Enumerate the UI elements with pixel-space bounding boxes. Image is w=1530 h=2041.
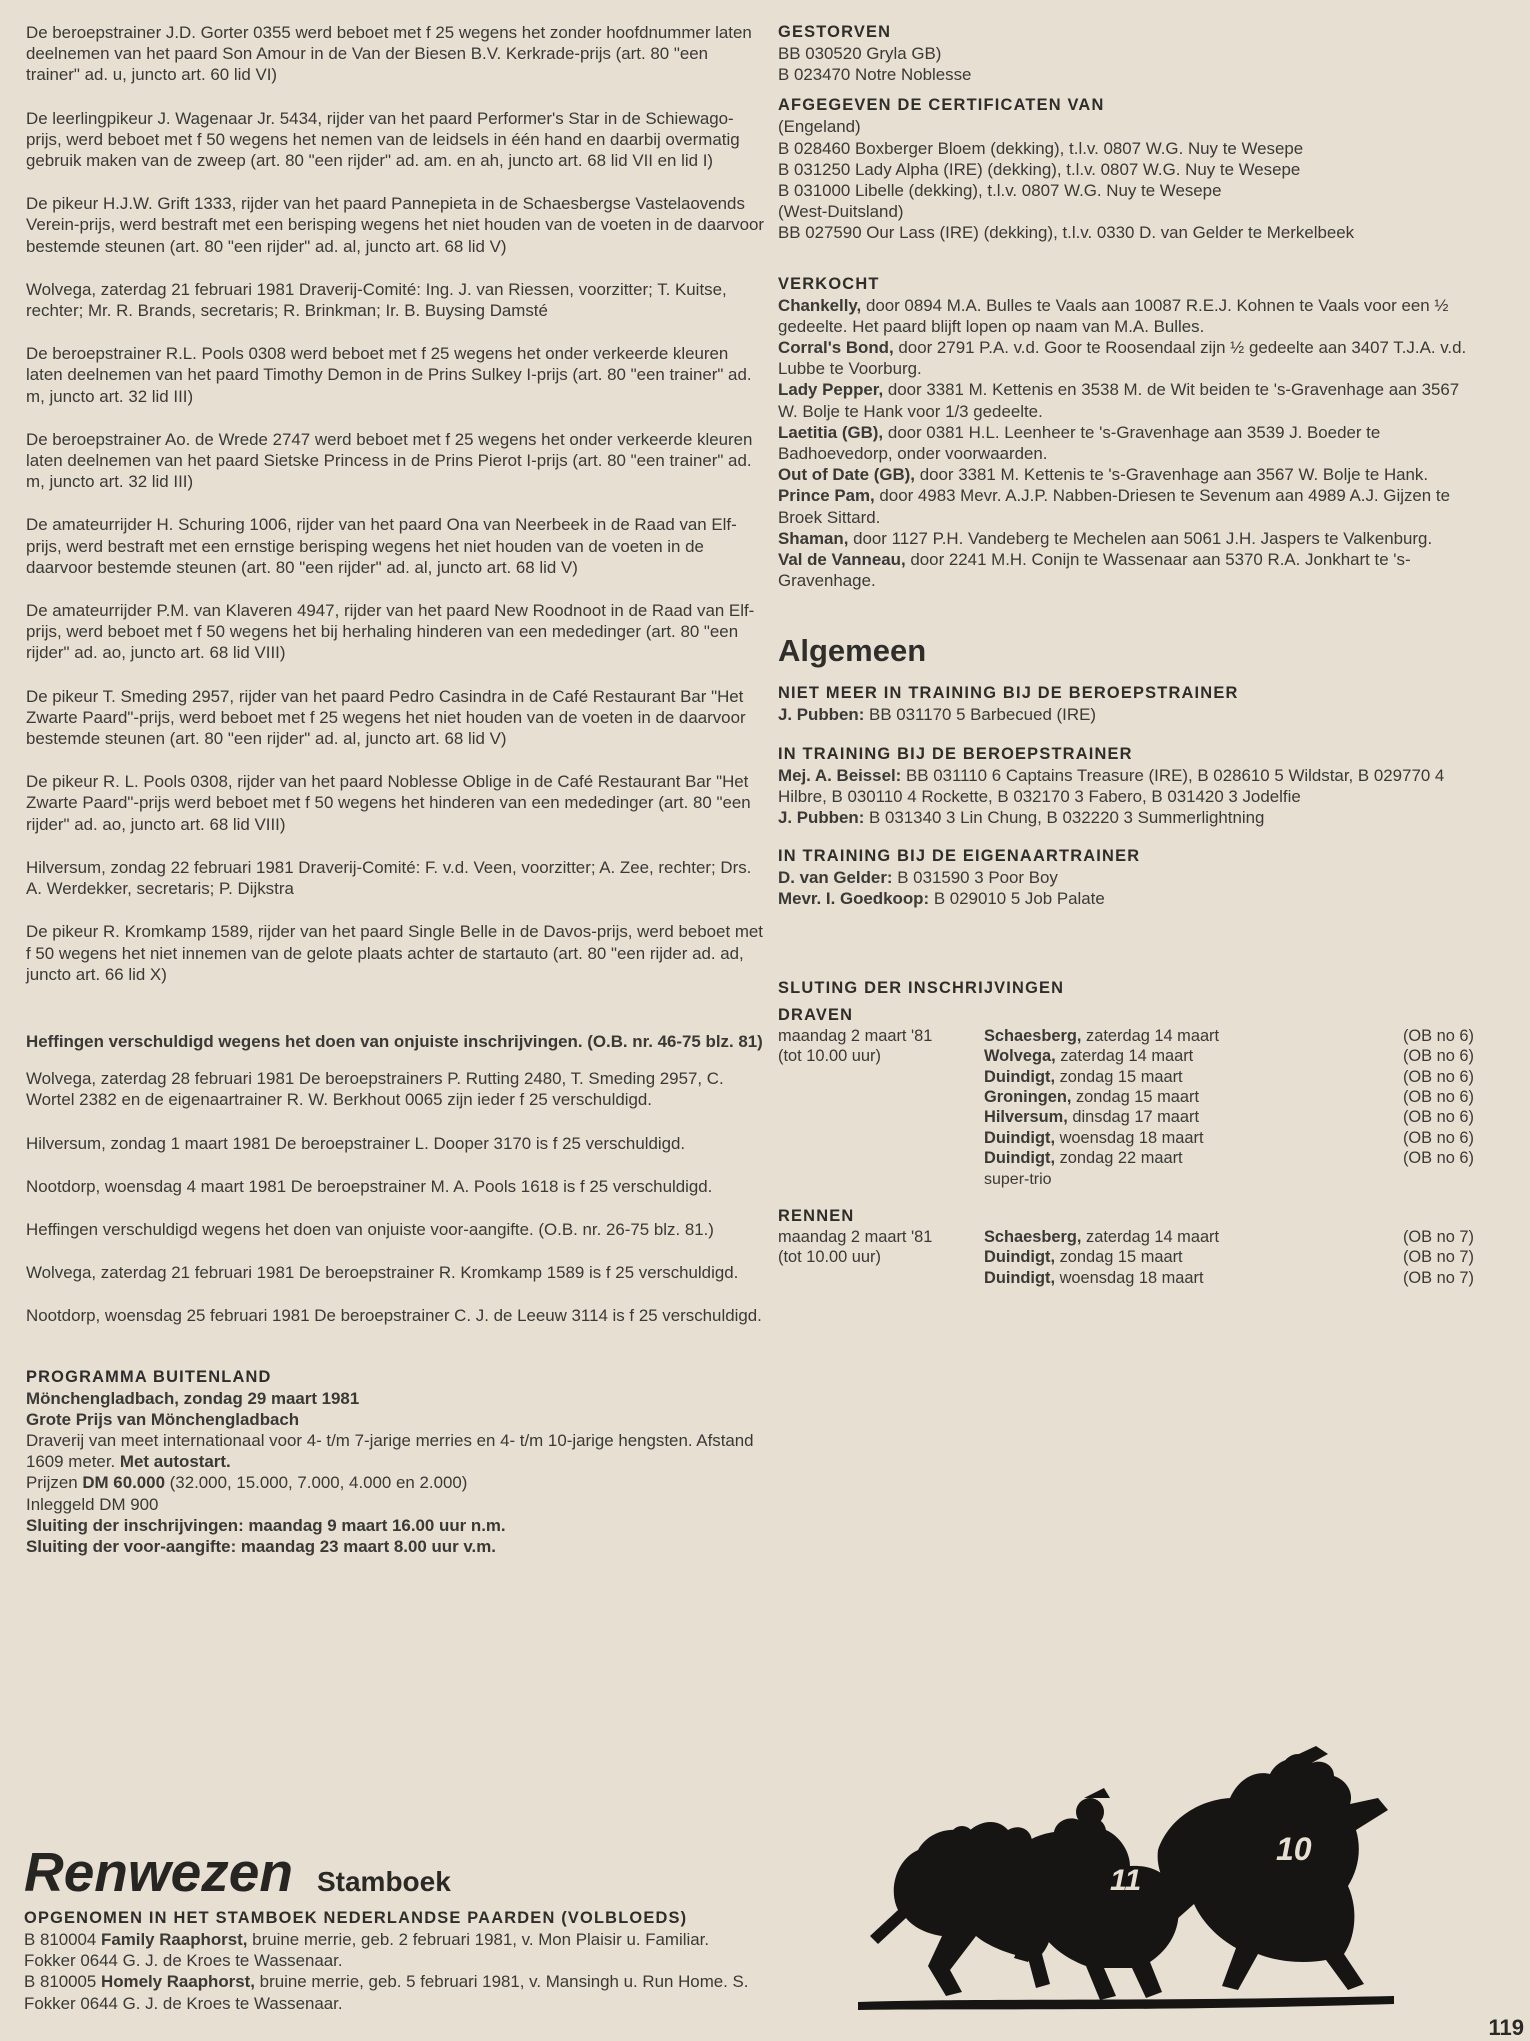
renwezen-title: Renwezen [24, 1841, 293, 1903]
horse-number-text: 10 [1276, 1831, 1312, 1867]
verkocht-item: Lady Pepper, door 3381 M. Kettenis en 3538 M. de Wit beiden te 's-Gravenhage aan 3567 W. Bolje te Hank voor 1/3 gedeelte. [778, 380, 1460, 421]
renwezen-section [24, 1842, 764, 2014]
schedule-meeting [984, 1148, 1272, 1168]
programma-sluiting-voor-aangifte: Sluiting der voor-aangifte: maandag 23 maart 8.00 uur v.m. [26, 1536, 496, 1556]
stamboek-entry: B 810004 Family Raaphorst, bruine merrie, geb. 2 februari 1981, v. Mon Plaisir u. Familiar. Fokker 0644 G. J. de Kroes te Wassenaar. [24, 1930, 710, 1971]
schedule-meeting [984, 1107, 1272, 1127]
paragraph: Wolvega, zaterdag 21 februari 1981 Draverij-Comité: Ing. J. van Riessen, voorzitter; T. Kuitse, rechter; Mr. R. Brands, secretaris; R. Brinkman; Ir. B. Buysing Damsté [26, 279, 727, 321]
heffingen-voor-aangifte-title: Heffingen verschuldigd wegens het doen van onjuiste voor-aangifte. (O.B. nr. 26-75 blz. 81.) [26, 1219, 714, 1239]
paragraph: De leerlingpikeur J. Wagenaar Jr. 5434, rijder van het paard Performer's Star in de Schiewago-prijs, werd beboet met f 50 wegens het nemen van de leidsels in één hand en daarbij overmatig gebruik maken van de zweep (art. 80 "een rijder" ad. am. en ah, juncto art. 68 lid VII en lid I) [26, 108, 740, 171]
in-training-item: Mej. A. Beissel: BB 031110 6 Captains Treasure (IRE), B 028610 5 Wildstar, B 029770 4 Hilbre, B 030110 4 Rockette, B 032170 3 Fabero, B 031420 3 Jodelfie [778, 765, 1445, 806]
paragraph: Wolvega, zaterdag 28 februari 1981 De beroepstrainers P. Rutting 2480, T. Smeding 2957, C. Wortel 2382 en de eigenaartrainer R. W. Berkhout 0065 zijn ieder f 25 verschuldigd. [26, 1069, 724, 1110]
paragraph: De beroepstrainer R.L. Pools 0308 werd beboet met f 25 wegens het onder verkeerde kleuren laten deelnemen van het paard Timothy Demon in de Prins Sulkey I-prijs (art. 80 "een trainer" ad. m, juncto art. 32 lid III) [26, 344, 752, 406]
schedule-ob-ref: (OB no 7) [1402, 1227, 1474, 1246]
eigenaartrainer-item: D. van Gelder: B 031590 3 Poor Boy [778, 868, 1058, 888]
schedule-date: dinsdag 17 maart [1072, 1108, 1200, 1127]
verkocht-item: Laetitia (GB), door 0381 H.L. Leenheer te 's-Gravenhage aan 3539 J. Boeder te Badhoevedorp, onder voorwaarden. [778, 422, 1381, 464]
afgegeven-title: AFGEGEVEN DE CERTIFICATEN VAN [778, 96, 1105, 115]
afgegeven-item: (West-Duitsland) [778, 202, 904, 222]
paragraph: Hilversum, zondag 1 maart 1981 De beroepstrainer L. Dooper 3170 is f 25 verschuldigd. [26, 1133, 686, 1153]
schedule-date: zondag 15 maart [1059, 1067, 1183, 1086]
afgegeven-item: B 031250 Lady Alpha (IRE) (dekking), t.l.v. 0807 W.G. Nuy te Wesepe [778, 159, 1301, 179]
verkocht-item: Val de Vanneau, door 2241 M.H. Conijn te Wassenaar aan 5370 R.A. Jonkhart te 's-Gravenhage. [778, 550, 1411, 591]
renwezen-subtitle: Stamboek [316, 1866, 451, 1897]
gestorven-item: B 023470 Notre Noblesse [778, 65, 972, 85]
draven-title: DRAVEN [778, 1005, 854, 1024]
in-training-title: IN TRAINING BIJ DE BEROEPSTRAINER [778, 744, 1133, 763]
eigenaartrainer-item: Mevr. I. Goedkoop: B 029010 5 Job Palate [778, 889, 1105, 909]
niet-meer-in-training-item: J. Pubben: BB 031170 5 Barbecued (IRE) [778, 705, 1096, 725]
schedule-date: zondag 15 maart [1059, 1248, 1183, 1267]
programma-inleggeld: Inleggeld DM 900 [26, 1494, 159, 1514]
in-training-item: J. Pubben: B 031340 3 Lin Chung, B 032220 3 Summerlightning [778, 808, 1265, 828]
stamboek-section-title: OPGENOMEN IN HET STAMBOEK NEDERLANDSE PAARDEN (VOLBLOEDS) [24, 1909, 688, 1927]
rennen-title: RENNEN [778, 1206, 855, 1225]
left-column [26, 22, 766, 1557]
schedule-meeting [984, 1026, 1272, 1046]
verkocht-item: Out of Date (GB), door 3381 M. Kettenis te 's-Gravenhage aan 3567 W. Bolje te Hank. [778, 465, 1429, 485]
schedule-meeting [984, 1067, 1272, 1087]
schedule-meeting [984, 1087, 1272, 1107]
schedule-meeting [984, 1227, 1272, 1247]
schedule-ob-ref: (OB no 7) [1402, 1268, 1474, 1287]
verkocht-item: Prince Pam, door 4983 Mevr. A.J.P. Nabben-Driesen te Sevenum aan 4989 A.J. Gijzen te Broek Sittard. [778, 486, 1450, 527]
gestorven-item: BB 030520 Gryla GB) [778, 44, 942, 63]
schedule-ob-ref: (OB no 6) [1402, 1087, 1474, 1106]
paragraph: De pikeur H.J.W. Grift 1333, rijder van het paard Pannepieta in de Schaesbergse Vastelaovends Verein-prijs, werd bestraft met een berisping wegens het niet houden van de voeten in de daarvoor bestemde steunen (art. 80 "een rijder" ad. al, juncto art. 68 lid V) [26, 194, 765, 256]
schedule-ob-ref: (OB no 6) [1402, 1149, 1474, 1168]
schedule-place: Duindigt, [984, 1149, 1056, 1168]
schedule-meeting [984, 1046, 1272, 1066]
schedule-date: woensdag 18 maart [1059, 1128, 1204, 1147]
schedule-meeting [984, 1128, 1272, 1148]
paragraph: De amateurrijder P.M. van Klaveren 4947, rijder van het paard New Roodnoot in de Raad van Elf-prijs, werd beboet met f 50 wegens het bij herhaling hinderen van een mededinger (art. 80 "een rijder" ad. ao, juncto art. 68 lid VIII) [26, 601, 755, 663]
schedule-deadline [778, 1128, 984, 1148]
schedule-deadline: maandag 2 maart '81 [778, 1026, 933, 1045]
schedule-ob-ref: (OB no 6) [1402, 1108, 1474, 1127]
paragraph: De beroepstrainer J.D. Gorter 0355 werd beboet met f 25 wegens het zonder hoofdnummer laten deelnemen van het paard Son Amour in de Van der Biesen B.V. Kerkrade-prijs (art. 80 "een trainer" ad. u, juncto art. 60 lid VI) [26, 23, 752, 85]
afgegeven-item: BB 027590 Our Lass (IRE) (dekking), t.l.v. 0330 D. van Gelder te Merkelbeek [778, 223, 1355, 243]
draven-schedule [778, 1026, 1474, 1169]
schedule-date: zondag 15 maart [1075, 1087, 1199, 1106]
schedule-ob-ref: (OB no 6) [1402, 1026, 1474, 1045]
programma-description: Draverij van meet internationaal voor 4- t/m 7-jarige merries en 4- t/m 10-jarige hengsten. Afstand 1609 meter. Met autostart. [26, 1430, 754, 1472]
programma-buitenland [26, 1367, 766, 1558]
schedule-place: Wolvega, [984, 1047, 1056, 1066]
programma-title: PROGRAMMA BUITENLAND [26, 1367, 272, 1386]
paragraph: De beroepstrainer Ao. de Wrede 2747 werd beboet met f 25 wegens het onder verkeerde kleuren laten deelnemen van het paard Sietske Princess in de Prins Pierot I-prijs (art. 80 "een trainer" ad. m, juncto art. 32 lid III) [26, 429, 753, 492]
paragraph: De pikeur R. Kromkamp 1589, rijder van het paard Single Belle in de Davos-prijs, werd beboet met f 50 wegens het niet innemen van de gelote plaats achter de startauto (art. 80 "een rijder ad. ad, juncto art. 66 lid X) [26, 922, 763, 984]
renwezen-header [24, 1842, 764, 1902]
paragraph: Nootdorp, woensdag 25 februari 1981 De beroepstrainer C. J. de Leeuw 3114 is f 25 verschuldigd. [26, 1306, 762, 1326]
schedule-date: zondag 22 maart [1059, 1149, 1183, 1168]
afgegeven-item: (Engeland) [778, 117, 861, 137]
schedule-date: woensdag 18 maart [1059, 1268, 1204, 1287]
programma-race: Grote Prijs van Mönchengladbach [26, 1409, 300, 1429]
schedule-deadline [778, 1268, 984, 1288]
schedule-deadline: (tot 10.00 uur) [778, 1248, 881, 1267]
paragraph: Wolvega, zaterdag 21 februari 1981 De beroepstrainer R. Kromkamp 1589 is f 25 verschuldigd. [26, 1263, 739, 1283]
niet-meer-in-training-title: NIET MEER IN TRAINING BIJ DE BEROEPSTRAINER [778, 684, 1239, 703]
schedule-meeting [984, 1268, 1272, 1288]
paragraph: Hilversum, zondag 22 februari 1981 Draverij-Comité: F. v.d. Veen, voorzitter; A. Zee, rechter; Drs. A. Werdekker, secretaris; P. Dijkstra [26, 857, 752, 899]
verkocht-item: Corral's Bond, door 2791 P.A. v.d. Goor te Roosendaal zijn ½ gedeelte aan 3407 T.J.A. v.d. Lubbe te Voorburg. [778, 338, 1467, 379]
programma-prizes: Prijzen DM 60.000 (32.000, 15.000, 7.000, 4.000 en 2.000) [26, 1473, 468, 1493]
eigenaartrainer-title: IN TRAINING BIJ DE EIGENAARTRAINER [778, 847, 1141, 866]
schedule-date: zaterdag 14 maart [1086, 1026, 1220, 1045]
schedule-deadline: maandag 2 maart '81 [778, 1227, 933, 1246]
programma-sluiting-inschrijvingen: Sluiting der inschrijvingen: maandag 9 maart 16.00 uur n.m. [26, 1515, 506, 1535]
schedule-ob-ref: (OB no 6) [1402, 1128, 1474, 1147]
schedule-deadline [778, 1067, 984, 1087]
paragraph: Nootdorp, woensdag 4 maart 1981 De beroepstrainer M. A. Pools 1618 is f 25 verschuldigd. [26, 1176, 713, 1196]
schedule-place: Groningen, [984, 1087, 1072, 1106]
schedule-deadline [778, 1107, 984, 1127]
schedule-place: Schaesberg, [984, 1026, 1082, 1045]
draven-note: super-trio [984, 1170, 1052, 1188]
sluiting-title: SLUTING DER INSCHRIJVINGEN [778, 978, 1065, 997]
schedule-deadline [778, 1148, 984, 1168]
schedule-place: Duindigt, [984, 1268, 1056, 1287]
afgegeven-item: B 031000 Libelle (dekking), t.l.v. 0807 W.G. Nuy te Wesepe [778, 181, 1222, 201]
verkocht-item: Chankelly, door 0894 M.A. Bulles te Vaals aan 10087 R.E.J. Kohnen te Vaals voor een ½ gedeelte. Het paard blijft lopen op naam van M.A. Bulles. [778, 295, 1449, 336]
paragraph: De pikeur R. L. Pools 0308, rijder van het paard Noblesse Oblige in de Café Restaurant Bar "Het Zwarte Paard"-prijs werd beboet met f 50 wegens het hinderen van een mededinger (art. 80 "een rijder" ad. ao, juncto art. 68 lid VIII) [26, 772, 751, 834]
gestorven-title: GESTORVEN [778, 23, 892, 41]
schedule-ob-ref: (OB no 7) [1402, 1248, 1474, 1267]
algemeen-heading: Algemeen [778, 633, 927, 669]
schedule-ob-ref: (OB no 6) [1402, 1067, 1474, 1086]
rennen-schedule [778, 1227, 1474, 1288]
schedule-place: Schaesberg, [984, 1227, 1082, 1246]
schedule-place: Hilversum, [984, 1108, 1068, 1127]
paragraph: De pikeur T. Smeding 2957, rijder van het paard Pedro Casindra in de Café Restaurant Bar "Het Zwarte Paard"-prijs, werd beboet met f 25 wegens het niet houden van de voeten in de daarvoor bestemde steunen (art. 80 "een rijder" ad. al, juncto art. 68 lid V) [26, 686, 746, 749]
schedule-ob-ref: (OB no 6) [1402, 1047, 1474, 1066]
schedule-deadline: (tot 10.00 uur) [778, 1047, 881, 1066]
page-number: 119 [1488, 2015, 1524, 2040]
schedule-place: Duindigt, [984, 1248, 1056, 1267]
right-column [778, 22, 1478, 1288]
heffingen-inschrijvingen-title: Heffingen verschuldigd wegens het doen van onjuiste inschrijvingen. (O.B. nr. 46-75 blz. 81) [26, 1031, 763, 1051]
stamboek-entry: B 810005 Homely Raaphorst, bruine merrie, geb. 5 februari 1981, v. Mansingh u. Run Home. S. Fokker 0644 G. J. de Kroes te Wassenaar. [24, 1972, 749, 2013]
schedule-date: zaterdag 14 maart [1060, 1047, 1194, 1066]
racing-horses-illustration [858, 1740, 1394, 2020]
afgegeven-item: B 028460 Boxberger Bloem (dekking), t.l.v. 0807 W.G. Nuy te Wesepe [778, 138, 1304, 158]
schedule-meeting [984, 1247, 1272, 1267]
programma-location: Mönchengladbach, zondag 29 maart 1981 [26, 1388, 360, 1408]
paragraph: De amateurrijder H. Schuring 1006, rijder van het paard Ona van Neerbeek in de Raad van Elf-prijs, werd bestraft met een ernstige berisping wegens het niet houden van de voeten in de daarvoor bestemde steunen (art. 80 "een rijder" ad. al, juncto art. 68 lid V) [26, 515, 737, 577]
horse-number-text: 11 [1110, 1864, 1142, 1897]
schedule-deadline [778, 1087, 984, 1107]
schedule-date: zaterdag 14 maart [1086, 1227, 1220, 1246]
verkocht-title: VERKOCHT [778, 274, 880, 293]
verkocht-item: Shaman, door 1127 P.H. Vandeberg te Mechelen aan 5061 J.H. Jaspers te Valkenburg. [778, 528, 1433, 548]
schedule-place: Duindigt, [984, 1128, 1056, 1147]
schedule-place: Duindigt, [984, 1067, 1056, 1086]
